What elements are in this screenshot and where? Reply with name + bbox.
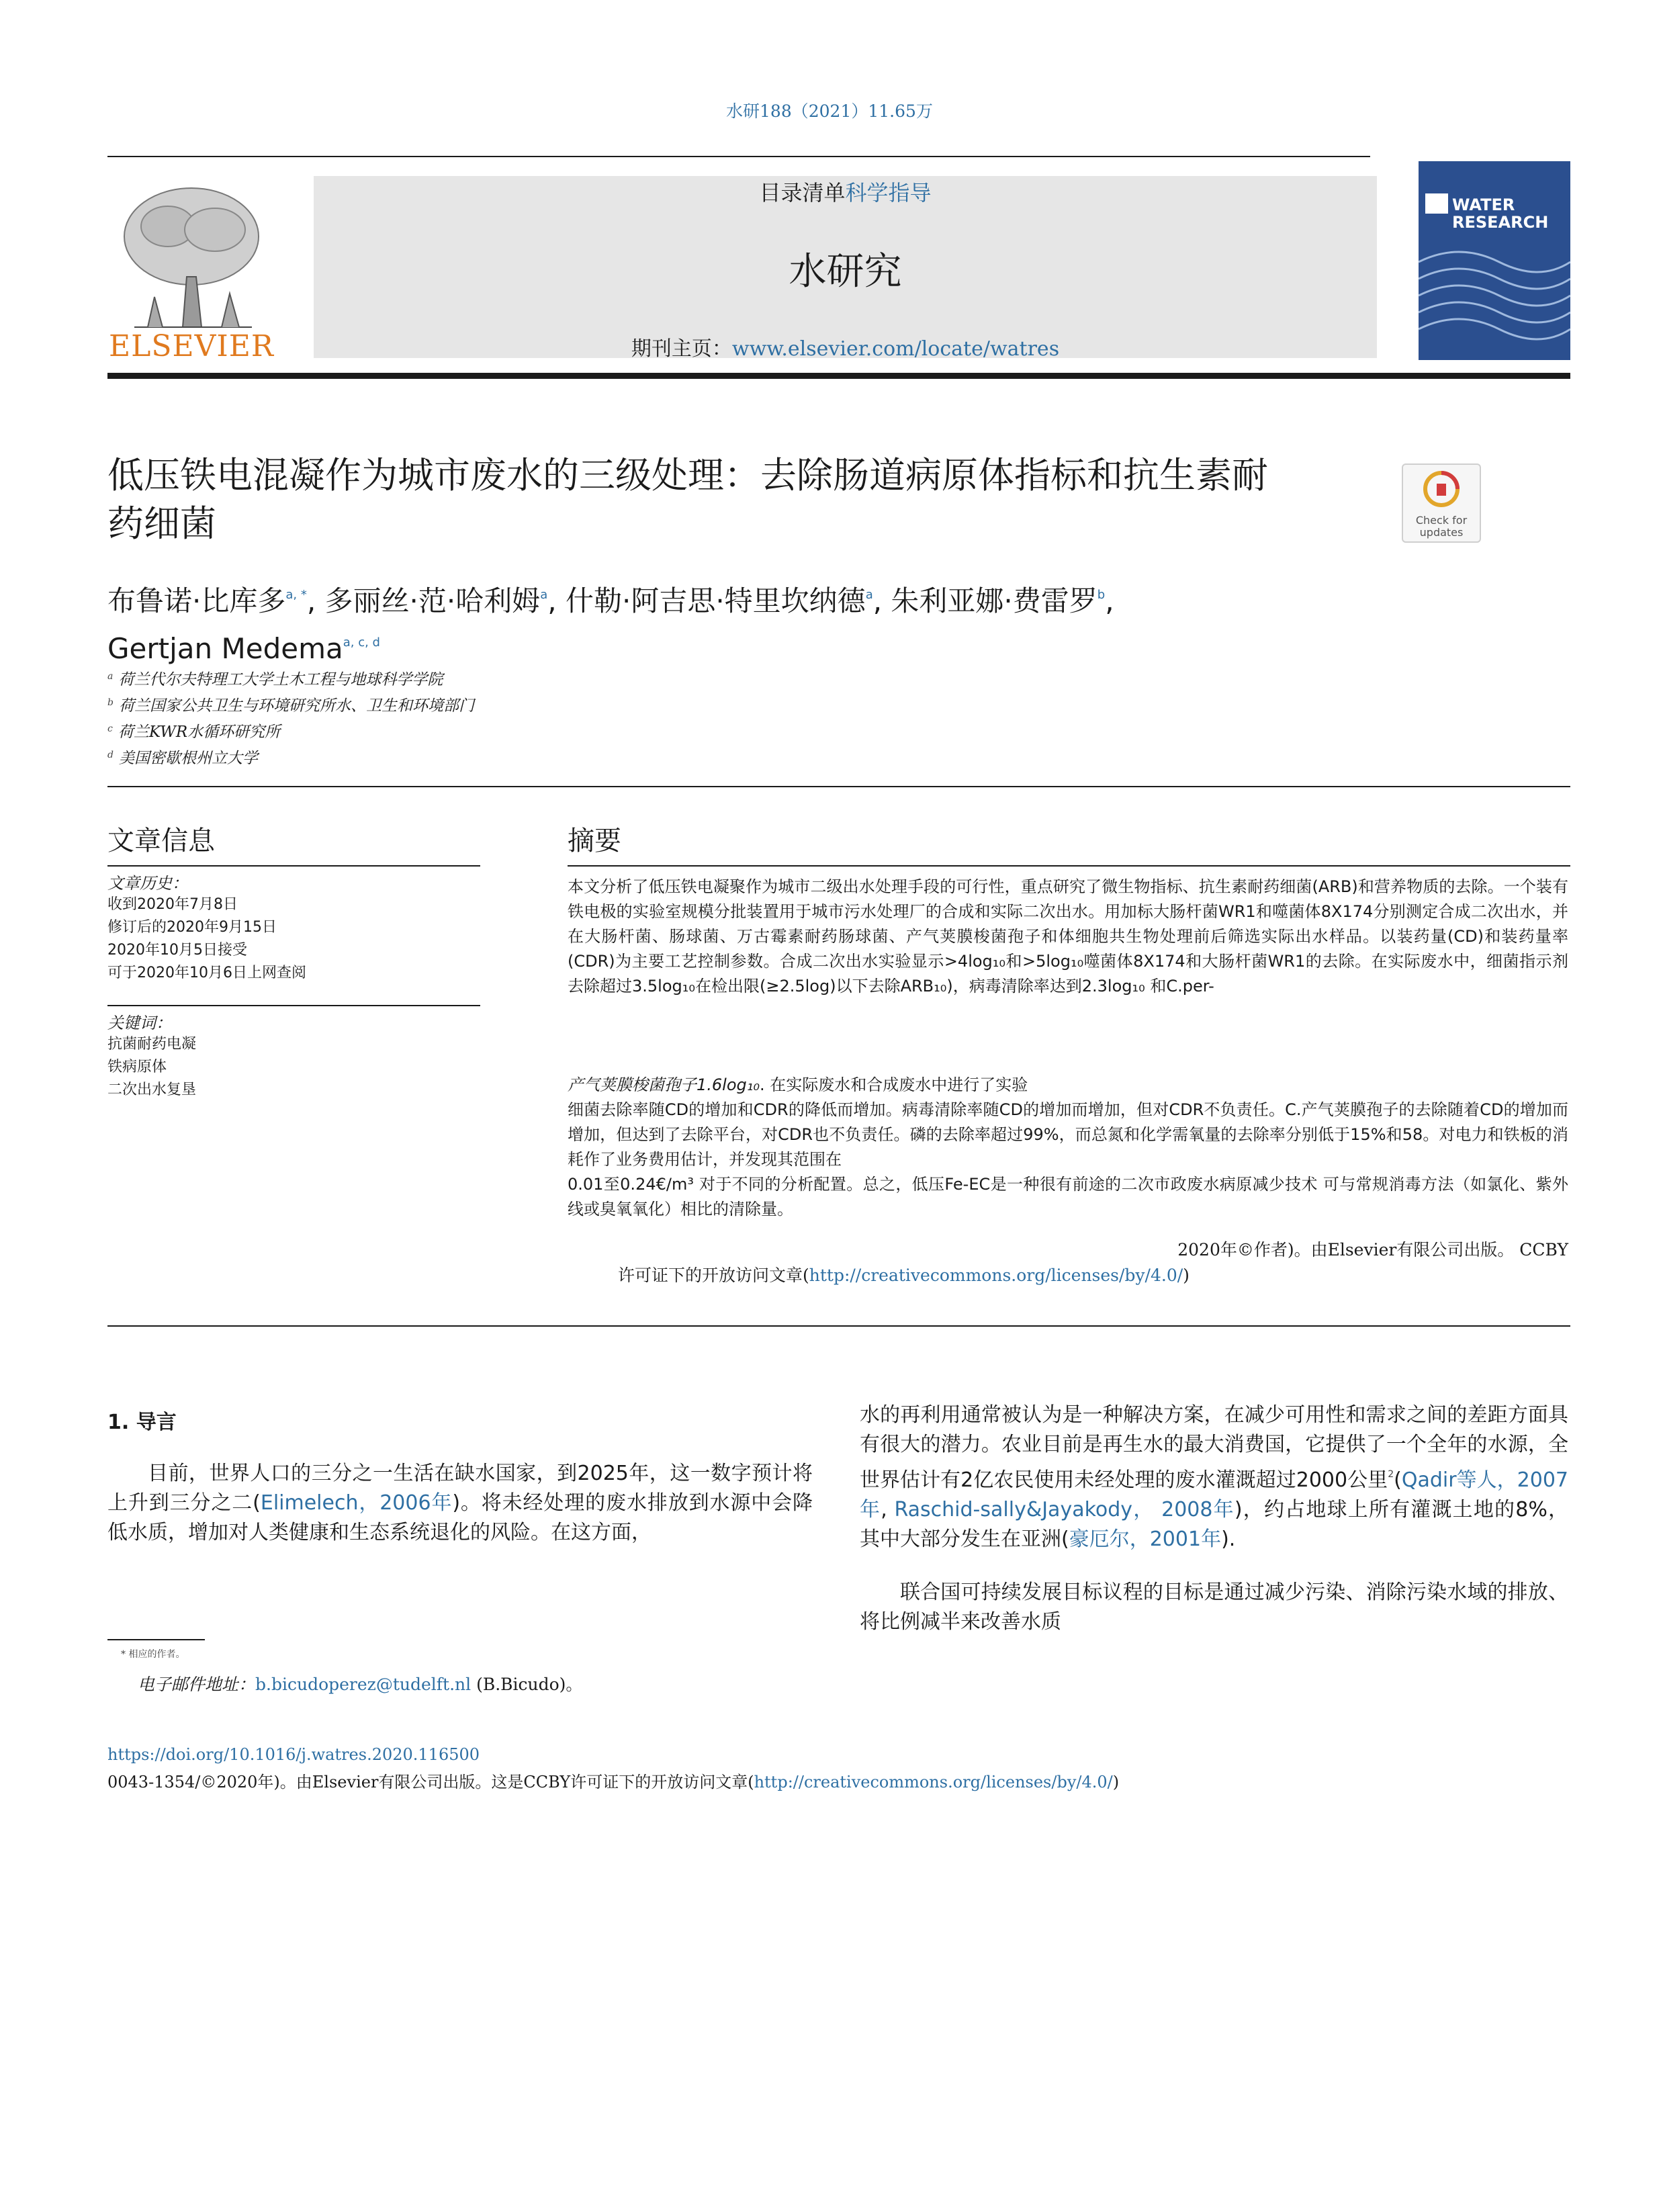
email-link[interactable]: b.bicudoperez@tudelft.nl (255, 1675, 472, 1694)
citation-link[interactable]: Qadir等人，2007年 (860, 1468, 1569, 1521)
history-item: 可于2020年10月6日上网查阅 (107, 965, 306, 981)
history-label: 文章历史： (107, 874, 188, 893)
abstract-paragraph-1: 本文分析了低压铁电凝聚作为城市二级出水处理手段的可行性，重点研究了微生物指标、抗生素耐药细菌(ARB)和营养物质的去除。一个装有铁电极的实验室规模分批装置用于城市污水处理厂的合成和实际二次出水。用加标大肠杆菌WR1和噬菌体8X174分别测定合成二次出水，并在大肠杆菌、肠球菌、万古霉素耐药肠球菌、产气荚膜梭菌孢子和体细胞共生物处理前后筛选实际出水样品。以装药量(CD)和装药量率(CDR)为主要工艺控制参数。合成二次出水实验显示>4log₁₀和>5log₁₀噬菌体8X174和大肠杆菌WR1的去除。在实际废水中，细菌指示剂去除超过3.5log₁₀在检出限(≥2.5log)以下去除ARB₁₀)，病毒清除率达到2.3log₁₀ 和C.per- (568, 877, 1568, 996)
check-updates-icon (1403, 465, 1480, 512)
elsevier-wordmark: ELSEVIER (108, 329, 274, 363)
homepage-label: 期刊主页： (631, 337, 732, 361)
affiliation-item: $^a$ 荷兰代尔夫特理工大学土木工程与地球科学学院 (107, 671, 443, 689)
header-thick-rule (107, 373, 1570, 379)
author-affil-sup[interactable]: a, c, d (343, 635, 380, 650)
affiliation-item: $^d$ 美国密歇根州立大学 (107, 750, 258, 767)
section-title-introduction: 1. 导言 (107, 1411, 177, 1434)
affiliation-item: $^c$ 荷兰KWR水循环研究所 (107, 723, 281, 741)
corresponding-author-note: * 相应的作者。 (121, 1649, 185, 1660)
article-info-rule (107, 865, 480, 867)
check-for-updates-badge[interactable] (1402, 463, 1481, 543)
citation-link[interactable]: Elimelech，2006年 (260, 1491, 453, 1515)
history-item: 2020年10月5日接受 (107, 942, 247, 959)
abstract-text: . 在实际废水和合成废水中进行了实验 (760, 1075, 1028, 1094)
cover-wave-graphic (1419, 161, 1570, 360)
article-history (107, 870, 480, 985)
journal-cover (1419, 161, 1570, 360)
author-affil-sup[interactable]: b (1097, 588, 1106, 602)
journal-homepage-line (314, 332, 1377, 361)
author-affil-sup[interactable]: a, * (285, 588, 307, 602)
abstract-lead-text: 产气荚膜梭菌孢子1.6log₁₀ (568, 1075, 760, 1094)
email-footnote: 电子邮件地址：b.bicudoperez@tudelft.nl (B.Bicudo)。 (138, 1675, 583, 1694)
footnote-rule (107, 1639, 205, 1640)
journal-name: 水研究 (789, 250, 902, 294)
author-name[interactable]: 多丽丝·范·哈利姆 (324, 584, 541, 617)
citation-link[interactable]: Raschid-sally&Jayakody， 2008年 (894, 1498, 1235, 1521)
abstract-text: 细菌去除率随CD的增加和CDR的降低而增加。病毒清除率随CD的增加而增加，但对CDR不负责任。C.产气荚膜孢子的去除随着CD的增加而增加，但达到了去除平台，对CDR也不负责任。磷的去除率超过99%，而总氮和化学需氧量的去除率分别低于15%和58。对电力和铁板的消耗作了业务费用估计，并发现其范围在 (568, 1100, 1568, 1169)
contents-list-line (314, 176, 1377, 207)
intro-right-paragraph-1: 水的再利用通常被认为是一种解决方案，在减少可用性和需求之间的差距方面具有很大的潜力。农业目前是再生水的最大消费国，它提供了一个全年的水源，全世界估计有2亿农民使用未经处理的废水灌溉超过2000公里$^2$(Qadir等人，2007年, Raschid-sally&Jayakody， 2008年)，约占地球上所有灌溉土地的8%，其中大部分发生在亚洲(豪厄尔，2001年). (860, 1403, 1569, 1551)
contents-prefix: 目录清单 (759, 180, 846, 206)
cover-title: WATER RESEARCH (1452, 195, 1549, 232)
abstract-paragraph-2 (568, 1073, 1568, 1222)
abstract-heading: 摘要 (568, 826, 621, 856)
keywords-label: 关键词： (107, 1014, 172, 1032)
keyword-item: 抗菌耐药电凝 (107, 1036, 197, 1053)
author-name[interactable]: 朱利亚娜·费雷罗 (891, 584, 1097, 617)
abstract-rule (568, 865, 1570, 867)
keyword-item: 铁病原体 (107, 1059, 167, 1075)
history-item: 修订后的2020年9月15日 (107, 919, 277, 936)
footer-license-link[interactable]: http://creativecommons.org/licenses/by/4.0/ (754, 1773, 1113, 1791)
history-item: 收到2020年7月8日 (107, 896, 238, 913)
keywords-block (107, 1010, 480, 1102)
doi-link[interactable]: https://doi.org/10.1016/j.watres.2020.116500 (107, 1745, 480, 1764)
author-affil-sup[interactable]: a (540, 588, 548, 602)
affiliation-list (107, 665, 913, 770)
author-name[interactable]: 什勒·阿吉思·特里坎纳德 (565, 584, 866, 617)
article-title: 低压铁电混凝作为城市废水的三级处理：去除肠道病原体指标和抗生素耐药细菌 (107, 454, 1268, 545)
homepage-link[interactable]: www.elsevier.com/locate/watres (731, 337, 1060, 361)
section-rule (107, 786, 1570, 787)
license-link[interactable]: http://creativecommons.org/licenses/by/4.0/ (809, 1266, 1183, 1285)
issn-license-line: 0043-1354/©2020年)。由Elsevier有限公司出版。这是CCBY许可证下的开放访问文章(http://creativecommons.org/licenses/by/4.0/) (107, 1773, 1120, 1791)
author-list: 布鲁诺·比库多$^{a, *}$, 多丽丝·范·哈利姆$^a$, 什勒·阿吉思·特里坎纳德$^a$, 朱利亚娜·费雷罗$^b$, Gertjan Medema$^{a, c, d}$ (107, 584, 1114, 665)
intro-right-paragraph-2: 联合国可持续发展目标议程的目标是通过减少污染、消除污染水域的排放、将比例减半来改善水质 (860, 1581, 1568, 1634)
author-name[interactable]: 布鲁诺·比库多 (107, 584, 286, 617)
author-name[interactable]: Gertjan Medema (107, 632, 343, 665)
article-info-heading: 文章信息 (107, 826, 215, 856)
copyright-line: 2020年©作者)。由Elsevier有限公司出版。 CCBY (1177, 1240, 1568, 1259)
license-line: 许可证下的开放访问文章(http://creativecommons.org/licenses/by/4.0/) (618, 1266, 1190, 1285)
citation-link[interactable]: 豪厄尔，2001年 (1069, 1528, 1222, 1551)
sciencedirect-link[interactable]: 科学指导 (845, 180, 932, 206)
check-updates-label: Check for updates (1415, 514, 1468, 539)
abstract-bottom-rule (107, 1325, 1570, 1327)
author-affil-sup[interactable]: a (865, 588, 873, 602)
keywords-rule (107, 1005, 480, 1006)
affiliation-item: $^b$ 荷兰国家公共卫生与环境研究所水、卫生和环境部门 (107, 697, 474, 715)
intro-left-paragraph: 目前，世界人口的三分之一生活在缺水国家，到2025年，这一数字预计将上升到三分之二(Elimelech，2006年)。将未经处理的废水排放到水源中会降低水质，增加对人类健康和生态系统退化的风险。在这方面， (107, 1462, 813, 1544)
journal-citation: 水研188（2021）11.65万 (726, 101, 933, 121)
top-rule (107, 156, 1370, 157)
keyword-item: 二次出水复垦 (107, 1081, 197, 1098)
abstract-text: 0.01至0.24€/m³ 对于不同的分析配置。总之，低压Fe-EC是一种很有前途的二次市政废水病原减少技术 可与常规消毒方法（如氯化、紫外线或臭氧氧化）相比的清除量。 (568, 1175, 1568, 1219)
